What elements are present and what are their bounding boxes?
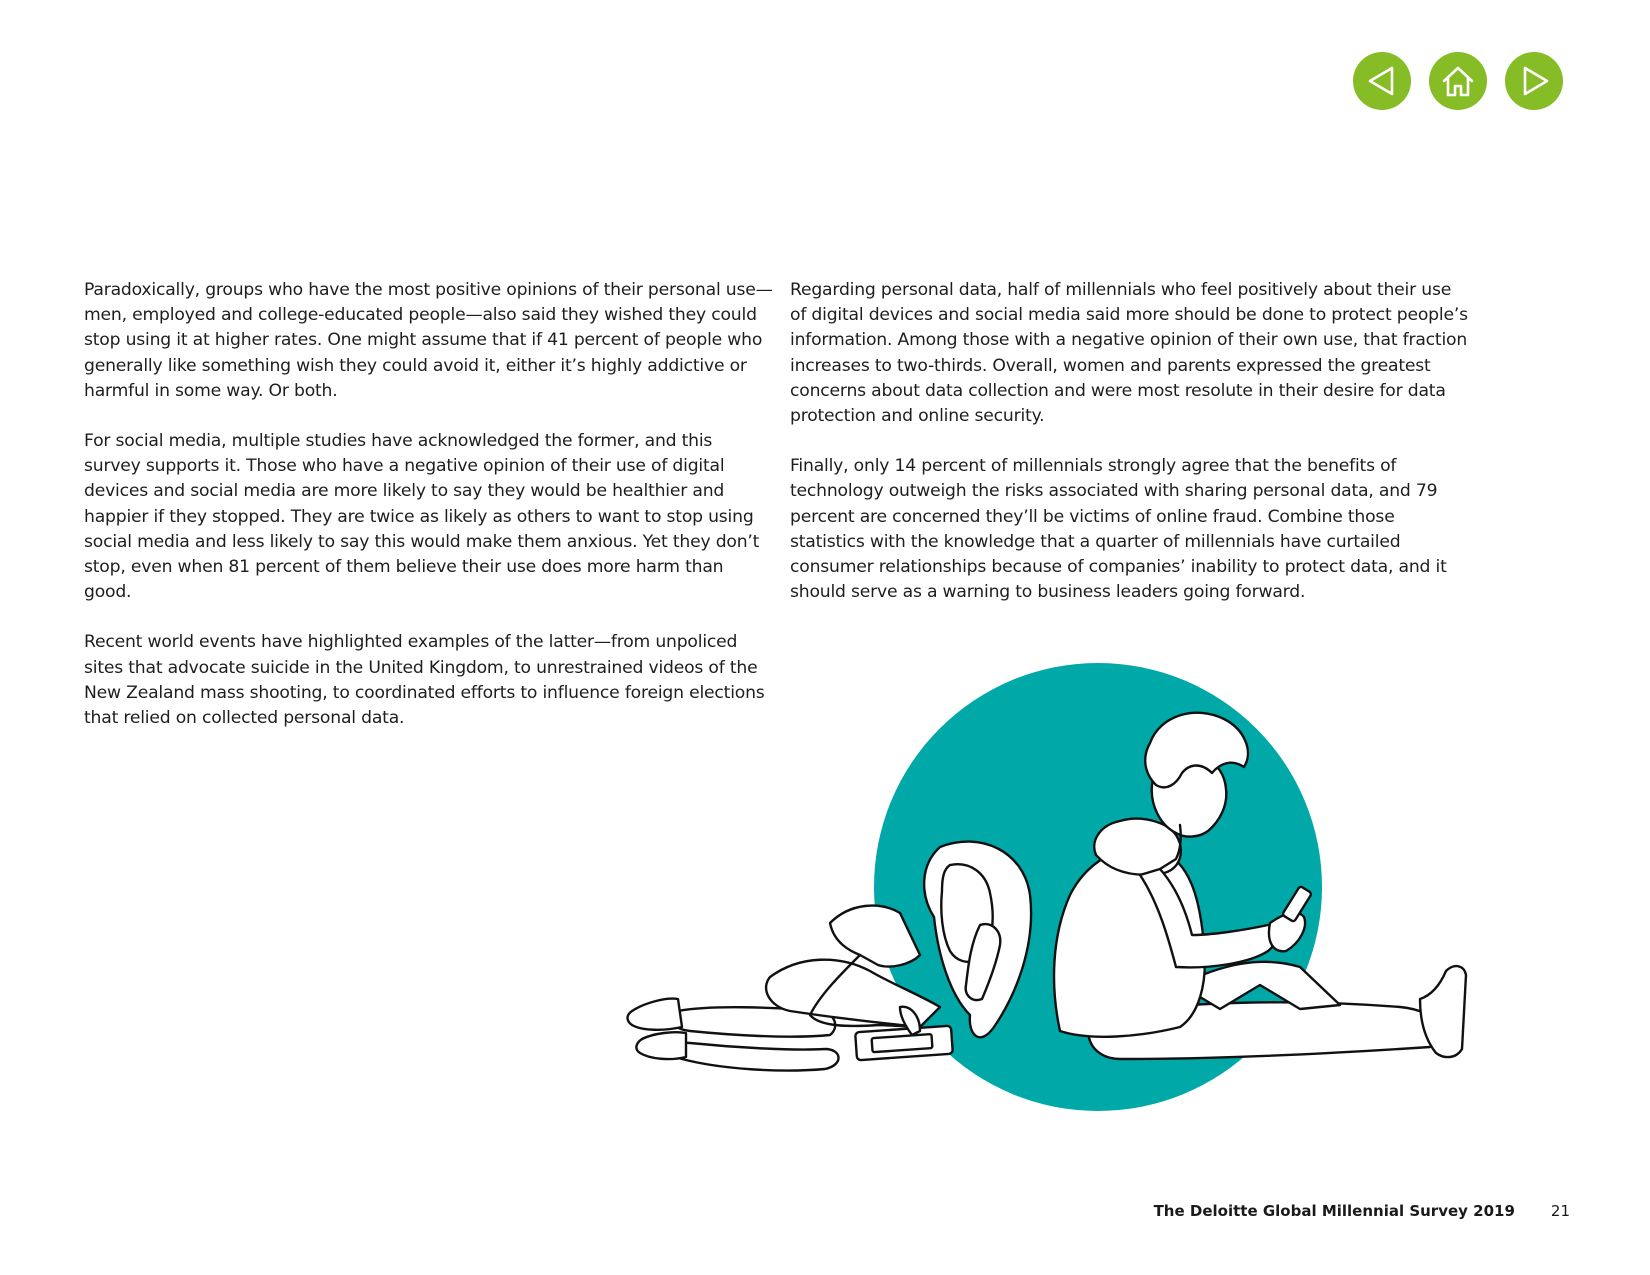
woman-shoe bbox=[628, 999, 683, 1030]
paragraph: Regarding personal data, half of millennials who feel positively about their use of digital devices and social media said more should be done to protect people’s information. Among those with a negative opinion of their own use, that fraction increases to two-thirds. Overall, women and parents expressed the greatest concerns about data collection and were most resolute in their desire for data protection and online security. bbox=[790, 280, 1468, 427]
paragraph: Finally, only 14 percent of millennials strongly agree that the benefits of technology outweigh the risks associated with sharing personal data, and 79 percent are concerned they’ll be victims of online fraud. Combine those statistics with the knowledge that a quarter of millennials have curtailed consumer relationships because of companies’ inability to protect data, and it should serve as a warning to business leaders going forward. bbox=[790, 456, 1447, 603]
triangle-right-icon bbox=[1516, 63, 1552, 99]
triangle-left-icon bbox=[1364, 63, 1400, 99]
people-using-devices-illustration bbox=[620, 655, 1550, 1135]
right-text-column bbox=[790, 278, 1470, 630]
paragraph: Recent world events have highlighted examples of the latter—from unpoliced sites that advocate suicide in the United Kingdom, to unrestrained videos of the New Zealand mass shooting, to coordinated efforts to influence foreign elections that relied on collected personal data. bbox=[84, 632, 765, 729]
page-number: 21 bbox=[1550, 1202, 1570, 1220]
navigation-buttons bbox=[1353, 52, 1563, 110]
next-page-button[interactable] bbox=[1505, 52, 1563, 110]
paragraph: Paradoxically, groups who have the most positive opinions of their personal use—men, employed and college-educated people—also said they wished they could stop using it at higher rates. One might assume that if 41 percent of people who generally like something wish they could avoid it, either it’s highly addictive or harmful in some way. Or both. bbox=[84, 280, 773, 401]
footer-title: The Deloitte Global Millennial Survey 2019 bbox=[1153, 1202, 1515, 1220]
page-footer bbox=[1154, 1202, 1570, 1220]
paragraph: For social media, multiple studies have acknowledged the former, and this survey supports it. Those who have a negative opinion of their use of digital devices and social media are more likely to say they would be healthier and happier if they stopped. They are twice as likely as others to want to stop using social media and less likely to say this would make them anxious. Yet they don’t stop, even when 81 percent of them believe their use does more harm than good. bbox=[84, 431, 760, 603]
home-icon bbox=[1439, 62, 1477, 100]
home-button[interactable] bbox=[1429, 52, 1487, 110]
tablet bbox=[855, 1026, 953, 1061]
previous-page-button[interactable] bbox=[1353, 52, 1411, 110]
